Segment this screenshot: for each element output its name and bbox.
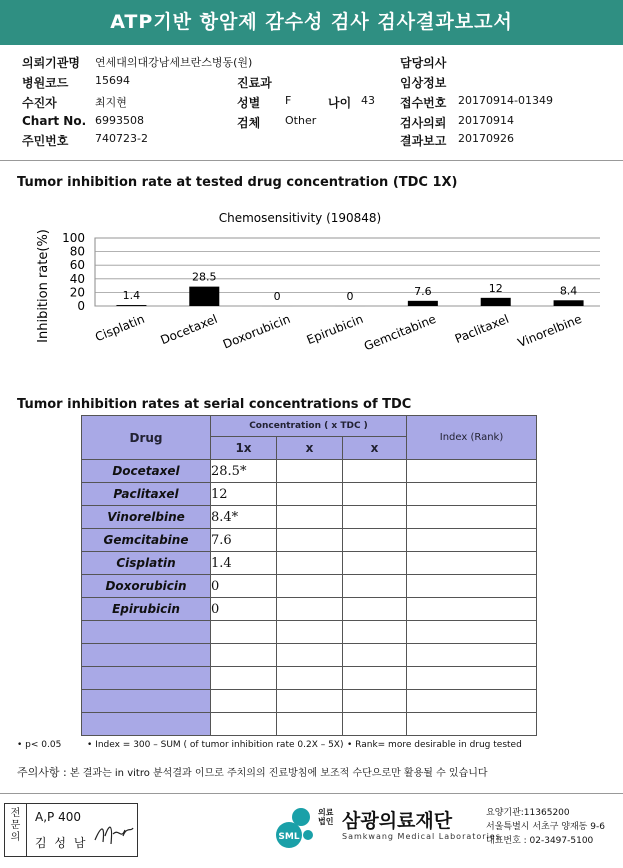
value-x — [277, 552, 343, 575]
signature-box — [4, 803, 138, 857]
value-x — [343, 644, 407, 667]
value-x — [343, 575, 407, 598]
data-label: 12 — [488, 281, 503, 295]
contact-info — [486, 806, 605, 848]
table-row — [82, 483, 537, 506]
chemosensitivity-chart — [20, 200, 600, 380]
value-1x: 28.5* — [211, 460, 277, 483]
sml-logo-icon — [271, 805, 315, 849]
value-x — [277, 575, 343, 598]
dept-label: 진료과 — [237, 76, 272, 90]
value-1x: 12 — [211, 483, 277, 506]
chart-no-label: Chart No. — [22, 114, 87, 128]
value-x — [277, 667, 343, 690]
signature-code: A,P 400 — [35, 810, 81, 824]
value-1x: 7.6 — [211, 529, 277, 552]
sex-value: F — [285, 94, 292, 107]
y-tick-label: 20 — [69, 285, 85, 300]
drug-name: Doxorubicin — [82, 575, 211, 598]
index-rank — [407, 690, 537, 713]
drug-name: Gemcitabine — [82, 529, 211, 552]
table-row — [82, 575, 537, 598]
bar — [554, 300, 584, 306]
value-x — [277, 460, 343, 483]
x-tick-label: Paclitaxel — [452, 311, 511, 347]
bar — [481, 298, 511, 306]
drug-header: Drug — [82, 416, 211, 460]
x-tick-label: Vinorelbine — [515, 311, 584, 351]
chart-title: Chemosensitivity (190848) — [218, 211, 382, 225]
report-date-label: 결과보고 — [400, 134, 447, 148]
drug-name — [82, 713, 211, 736]
drug-name: Docetaxel — [82, 460, 211, 483]
value-x — [277, 690, 343, 713]
caution-label: 주의사항 : — [17, 766, 67, 779]
table-row — [82, 460, 537, 483]
y-tick-label: 80 — [69, 244, 85, 259]
table-row — [82, 690, 537, 713]
logo-text: SML — [278, 832, 300, 842]
data-label: 28.5 — [192, 270, 217, 284]
table-row — [82, 644, 537, 667]
sub-header-1x: 1x — [211, 437, 277, 460]
institution-label: 의뢰기관명 — [22, 56, 80, 70]
index-rank — [407, 506, 537, 529]
company-name: 삼광의료재단 — [342, 810, 453, 832]
value-x — [343, 598, 407, 621]
report-title: ATP기반 항암제 감수성 검사 검사결과보고서 — [0, 0, 623, 45]
data-label: 8.4 — [559, 284, 578, 298]
value-x — [277, 713, 343, 736]
table-row — [82, 598, 537, 621]
drug-name — [82, 644, 211, 667]
value-x — [343, 667, 407, 690]
bar — [116, 305, 146, 306]
table-row — [82, 506, 537, 529]
value-1x — [211, 621, 277, 644]
specimen-value: Other — [285, 114, 317, 127]
company-english: Samkwang Medical Laboratories — [342, 832, 501, 841]
hospital-code-value: 15694 — [95, 74, 130, 87]
value-1x — [211, 644, 277, 667]
section2-title: Tumor inhibition rates at serial concentrations of TDC — [17, 397, 412, 412]
index-rank — [407, 598, 537, 621]
age-label: 나이 — [328, 96, 352, 110]
institution-code: 요양기관:11365200 — [486, 808, 570, 818]
value-x — [343, 529, 407, 552]
note-index: • Index = 300 – SUM ( of tumor inhibition rate 0.2X – 5X) — [87, 740, 344, 750]
results-table — [81, 415, 537, 736]
collector-value: 최지현 — [95, 96, 127, 109]
age-value: 43 — [361, 94, 375, 107]
index-rank — [407, 644, 537, 667]
x-tick-label: Gemcitabine — [361, 311, 438, 354]
request-value: 20170914 — [458, 114, 514, 127]
drug-name: Cisplatin — [82, 552, 211, 575]
address: 서울특별시 서초구 양재동 9-6 — [486, 822, 605, 832]
value-x — [343, 506, 407, 529]
section1-title: Tumor inhibition rate at tested drug concentration (TDC 1X) — [17, 175, 458, 190]
note-rank: • Rank= more desirable in drug tested — [347, 740, 522, 750]
value-x — [277, 644, 343, 667]
value-1x: 0 — [211, 575, 277, 598]
phone: 대표번호 : 02-3497-5100 — [486, 836, 594, 846]
caution-text: 본 결과는 in vitro 분석결과 이므로 주치의의 진료방침에 보조적 수단으로만 활용될 수 있습니다 — [69, 768, 488, 779]
note-p: • p< 0.05 — [17, 740, 62, 750]
id-label: 주민번호 — [22, 134, 69, 148]
id-value: 740723-2 — [95, 132, 148, 145]
index-rank — [407, 713, 537, 736]
specimen-label: 검체 — [237, 116, 261, 130]
doctor-label: 담당의사 — [400, 56, 447, 70]
table-row — [82, 621, 537, 644]
y-axis-label: Inhibition rate(%) — [36, 229, 51, 343]
value-x — [343, 460, 407, 483]
specialist-label: 전 문 의 — [5, 804, 27, 856]
data-label: 1.4 — [122, 289, 141, 303]
value-x — [277, 483, 343, 506]
chart-no-value: 6993508 — [95, 114, 144, 127]
sub-header-x: x — [277, 437, 343, 460]
data-label: 0 — [346, 290, 354, 303]
y-tick-label: 100 — [62, 231, 85, 245]
value-x — [343, 621, 407, 644]
index-rank — [407, 483, 537, 506]
bar — [189, 287, 219, 306]
drug-name — [82, 690, 211, 713]
drug-name: Epirubicin — [82, 598, 211, 621]
value-x — [277, 598, 343, 621]
table-row — [82, 529, 537, 552]
concentration-header: Concentration ( x TDC ) — [211, 416, 407, 437]
x-tick-label: Cisplatin — [93, 311, 147, 345]
index-header: Index (Rank) — [407, 416, 537, 460]
x-tick-label: Doxorubicin — [220, 311, 293, 352]
value-x — [343, 552, 407, 575]
x-tick-label: Docetaxel — [158, 311, 220, 348]
caution — [17, 764, 488, 780]
institution-value: 연세대의대강남세브란스병동(원) — [95, 56, 253, 69]
y-tick-label: 0 — [77, 299, 85, 313]
value-1x — [211, 667, 277, 690]
value-x — [343, 483, 407, 506]
data-label: 0 — [273, 290, 281, 303]
clinical-label: 임상정보 — [400, 76, 447, 90]
drug-name — [82, 667, 211, 690]
index-rank — [407, 552, 537, 575]
receipt-value: 20170914-01349 — [458, 94, 553, 107]
value-x — [343, 690, 407, 713]
collector-label: 수진자 — [22, 96, 57, 110]
sub-header-x: x — [343, 437, 407, 460]
value-1x — [211, 713, 277, 736]
table-row — [82, 552, 537, 575]
request-label: 검사의뢰 — [400, 116, 447, 130]
drug-name — [82, 621, 211, 644]
value-1x: 8.4* — [211, 506, 277, 529]
value-x — [277, 529, 343, 552]
index-rank — [407, 667, 537, 690]
report-date-value: 20170926 — [458, 132, 514, 145]
y-tick-label: 40 — [69, 271, 85, 286]
value-x — [277, 621, 343, 644]
table-row — [82, 667, 537, 690]
y-tick-label: 60 — [69, 258, 85, 273]
value-1x: 0 — [211, 598, 277, 621]
index-rank — [407, 460, 537, 483]
handwritten-signature — [91, 818, 137, 850]
value-x — [343, 713, 407, 736]
signature-name: 김 성 남 — [35, 836, 88, 850]
index-rank — [407, 529, 537, 552]
table-row — [82, 713, 537, 736]
hospital-code-label: 병원코드 — [22, 76, 69, 90]
divider — [0, 160, 623, 161]
index-rank — [407, 621, 537, 644]
data-label: 7.6 — [414, 284, 432, 298]
value-1x — [211, 690, 277, 713]
drug-name: Vinorelbine — [82, 506, 211, 529]
value-1x: 1.4 — [211, 552, 277, 575]
x-tick-label: Epirubicin — [304, 311, 366, 348]
corp-prefix: 의료 법인 — [318, 808, 334, 826]
value-x — [277, 506, 343, 529]
index-rank — [407, 575, 537, 598]
drug-name: Paclitaxel — [82, 483, 211, 506]
footer-divider — [0, 793, 623, 794]
bar — [408, 301, 438, 306]
receipt-label: 접수번호 — [400, 96, 447, 110]
sex-label: 성별 — [237, 96, 261, 110]
